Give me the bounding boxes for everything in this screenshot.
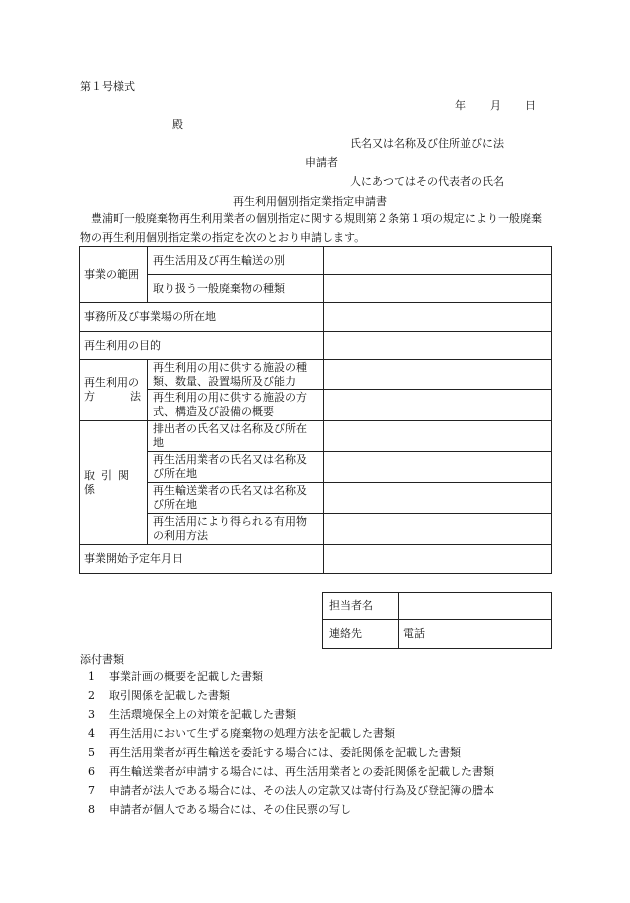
contact-person-label: 担当者名 bbox=[329, 599, 373, 612]
method-label-char-2: 法 bbox=[130, 390, 141, 403]
document-title: 再生利用個別指定業指定申請書 bbox=[233, 195, 387, 208]
method-label bbox=[84, 376, 144, 404]
attachment-item: 8 申請者が個人である場合には、その住民票の写し bbox=[88, 803, 351, 816]
discharger-value[interactable] bbox=[324, 421, 551, 451]
business-scope-row-1: 再生活用及び再生輸送の別 bbox=[153, 253, 285, 267]
intro-paragraph: 豊浦町一般廃棄物再生利用業者の個別指定に関する規則第２条第１項の規定により一般廃棄物の再生利用個別指定業の指定を次のとおり申請します。 bbox=[80, 212, 542, 244]
contact-label: 連絡先 bbox=[329, 627, 362, 640]
transaction-row-3: 再生輸送業者の氏名又は名称及 び所在地 bbox=[153, 484, 307, 511]
method-row-2: 再生利用の用に供する施設の方 式、構造及び設備の概要 bbox=[153, 391, 307, 418]
date-day: 日 bbox=[525, 99, 536, 112]
contact-person-value[interactable] bbox=[399, 593, 551, 619]
waste-type-value[interactable] bbox=[324, 275, 551, 302]
transaction-row-2: 再生活用業者の氏名又は名称及 び所在地 bbox=[153, 453, 307, 480]
applicant-name-line1: 氏名又は名称及び住所並びに法 bbox=[350, 137, 504, 150]
transaction-label: 取引関係 bbox=[84, 468, 135, 496]
method-label-line1: 再生利用の bbox=[84, 376, 139, 389]
business-scope-row-2: 取り扱う一般廃棄物の種類 bbox=[153, 281, 285, 295]
usage-method-value[interactable] bbox=[324, 514, 551, 544]
start-date-label: 事業開始予定年月日 bbox=[84, 552, 183, 565]
office-location-value[interactable] bbox=[324, 303, 551, 331]
transaction-row-1: 排出者の氏名又は名称及び所在 地 bbox=[153, 422, 307, 449]
method-label-char-1: 方 bbox=[84, 390, 95, 403]
attachment-item: 7 申請者が法人である場合には、その法人の定款又は寄付行為及び登記簿の謄本 bbox=[88, 784, 494, 797]
attachment-item: 1 事業計画の概要を記載した書類 bbox=[88, 670, 263, 683]
facility-structure-value[interactable] bbox=[324, 390, 551, 420]
attachment-item: 4 再生活用において生ずる廃棄物の処理方法を記載した書類 bbox=[88, 727, 395, 740]
method-row-1: 再生利用の用に供する施設の種 類、数量、設置場所及び能力 bbox=[153, 361, 307, 388]
attachment-item: 5 再生活用業者が再生輸送を委託する場合には、委託関係を記載した書類 bbox=[88, 746, 461, 759]
facility-type-value[interactable] bbox=[324, 360, 551, 389]
phone-label: 電話 bbox=[403, 627, 425, 640]
attachment-item: 2 取引関係を記載した書類 bbox=[88, 689, 230, 702]
start-date-value[interactable] bbox=[324, 545, 551, 573]
business-scope-label: 事業の範囲 bbox=[84, 267, 139, 281]
attachment-item: 6 再生輸送業者が申請する場合には、再生活用業者との委託関係を記載した書類 bbox=[88, 765, 494, 778]
office-location-label: 事務所及び事業場の所在地 bbox=[84, 310, 216, 323]
date-month: 月 bbox=[490, 99, 501, 112]
applicant-name-line2: 人にあつてはその代表者の氏名 bbox=[350, 175, 504, 188]
attachment-item: 3 生活環境保全上の対策を記載した書類 bbox=[88, 708, 296, 721]
transporter-value[interactable] bbox=[324, 483, 551, 513]
purpose-value[interactable] bbox=[324, 332, 551, 359]
purpose-label: 再生利用の目的 bbox=[84, 338, 161, 352]
addressee-suffix: 殿 bbox=[172, 118, 183, 131]
business-scope-type-value[interactable] bbox=[324, 247, 551, 274]
attachments-title: 添付書類 bbox=[80, 653, 124, 666]
date-year: 年 bbox=[455, 99, 466, 112]
recycler-value[interactable] bbox=[324, 452, 551, 482]
applicant-label: 申請者 bbox=[305, 156, 338, 169]
transaction-row-4: 再生活用により得られる有用物 の利用方法 bbox=[153, 515, 307, 542]
form-number: 第１号様式 bbox=[80, 80, 135, 93]
